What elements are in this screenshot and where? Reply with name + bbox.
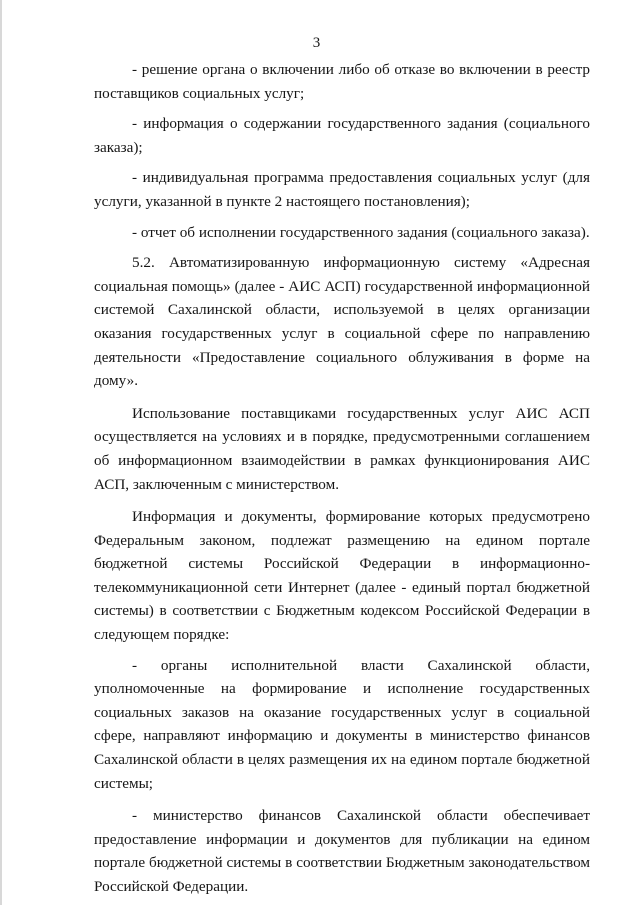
page-number: 3 xyxy=(312,35,321,51)
document-body xyxy=(94,58,590,899)
page-left-edge xyxy=(0,0,2,905)
paragraph-execution-report: - отчет об исполнении государственного задания (социального заказа). xyxy=(132,223,590,241)
paragraph-state-task-info: - информация о содержании государственного задания (социального заказа); xyxy=(94,115,590,156)
paragraph-ais-asp-system: 5.2. Автоматизированную информационную систему «Адресная социальная помощь» (далее - АИС АСП) государственной информационной системой Сахалинской области, используемой в целях организации оказания государственных услуг в социальной сфере по направлению деятельности «Предоставление социального облуживания в форме на дому». xyxy=(94,254,590,390)
paragraph-executive-authorities: - органы исполнительной власти Сахалинской области, уполномоченные на формирование и исполнение государственных социальных заказов на оказание государственных услуг в социальной сфере, направляют информацию и документы в министерство финансов Сахалинской области в целях размещения их на едином портале бюджетной системы; xyxy=(94,656,590,792)
paragraph-ais-asp-usage: Использование поставщиками государственных услуг АИС АСП осуществляется на условиях и в порядке, предусмотренными соглашением об информационном взаимодействии в рамках функционирования АИС АСП, заключенным с министерством. xyxy=(94,404,590,493)
paragraph-budget-portal: Информация и документы, формирование которых предусмотрено Федеральным законом, подлежат размещению на едином портале бюджетной системы Российской Федерации в информационно-телекоммуникационной сети Интернет (далее - единый портал бюджетной системы) в соответствии с Бюджетным кодексом Российской Федерации в следующем порядке: xyxy=(94,508,590,644)
paragraph-registry-decision: - решение органа о включении либо об отказе во включении в реестр поставщиков социальных услуг; xyxy=(94,61,590,102)
paragraph-finance-ministry: - министерство финансов Сахалинской области обеспечивает предоставление информации и документов для публикации на едином портале бюджетной системы в соответствии Бюджетным законодательством Российской Федерации. xyxy=(94,807,590,895)
paragraph-individual-program: - индивидуальная программа предоставления социальных услуг (для услуги, указанной в пункте 2 настоящего постановления); xyxy=(94,169,590,210)
